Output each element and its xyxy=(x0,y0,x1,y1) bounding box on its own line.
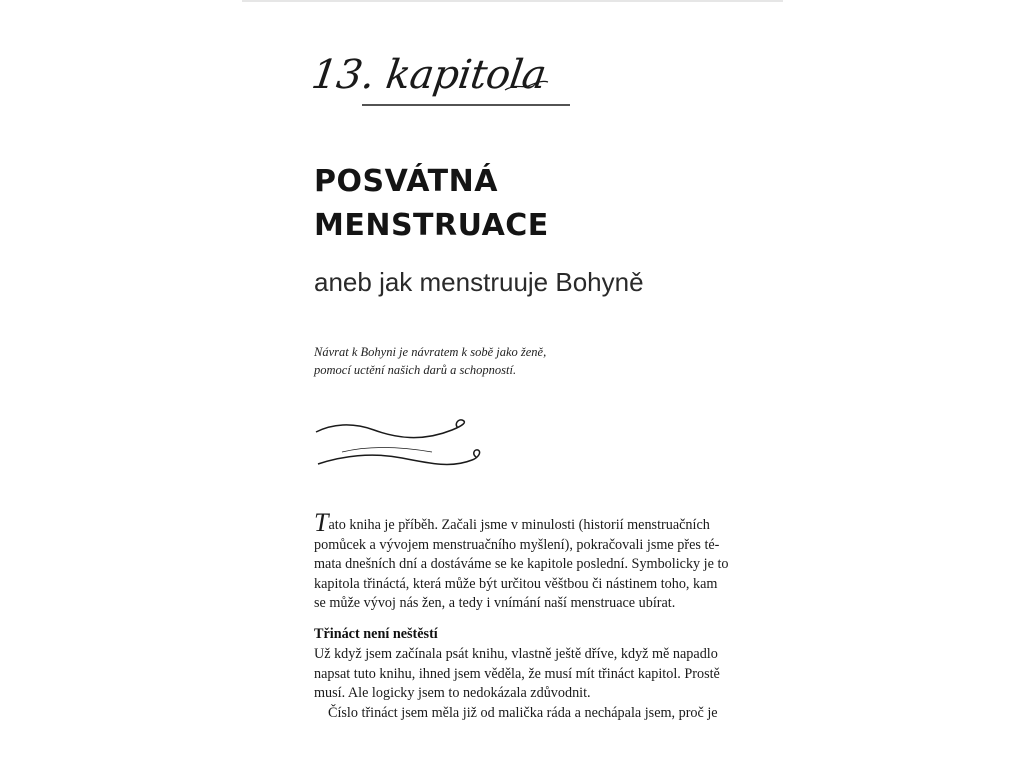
intro-line-1: Tato kniha je příběh. Začali jsme v minulosti (historií menstruačních xyxy=(314,508,710,537)
section-heading: Třináct není neštěstí xyxy=(314,626,438,642)
chapter-label: 13. kapitola xyxy=(308,52,549,98)
intro-paragraph xyxy=(314,508,729,614)
chapter-title-line-1: POSVÁTNÁ xyxy=(314,164,498,199)
top-edge-rule xyxy=(242,0,783,2)
chapter-title-line-2: MENSTRUACE xyxy=(314,208,549,243)
section-paragraph xyxy=(314,645,724,723)
chapter-subtitle: aneb jak menstruuje Bohyně xyxy=(314,267,644,297)
motto-line-2: pomocí uctění našich darů a schopností. xyxy=(314,363,517,377)
chapter-title xyxy=(314,160,549,248)
intro-line-3: mata dnešních dní a dostáváme se ke kapitole poslední. Symbolicky je to xyxy=(314,556,729,572)
underline-flourish-icon xyxy=(300,60,580,120)
section-line-1: Už když jsem začínala psát knihu, vlastně ještě dříve, když mě napadlo xyxy=(314,646,718,662)
intro-line-4: kapitola třináctá, která může být určitou věštbou či nástinem toho, kam xyxy=(314,575,718,592)
motto-quote xyxy=(314,343,614,379)
section-line-4: Číslo třináct jsem měla již od malička ráda a nechápala jsem, proč je xyxy=(328,704,718,721)
drop-cap: T xyxy=(314,508,329,537)
intro-line-2: pomůcek a vývojem menstruačního myšlení), pokračovali jsme přes té- xyxy=(314,536,720,553)
section-line-3: musí. Ale logicky jsem to nedokázala zdůvodnit. xyxy=(314,685,591,701)
motto-line-1: Návrat k Bohyni je návratem k sobě jako ženě, xyxy=(314,345,547,359)
section-line-2: napsat tuto knihu, ihned jsem věděla, že musí mít třináct kapitol. Prostě xyxy=(314,665,720,682)
swash-ornament-icon xyxy=(312,412,484,478)
intro-line-5: se může vývoj nás žen, a tedy i vnímání naší menstruace ubírat. xyxy=(314,595,676,611)
